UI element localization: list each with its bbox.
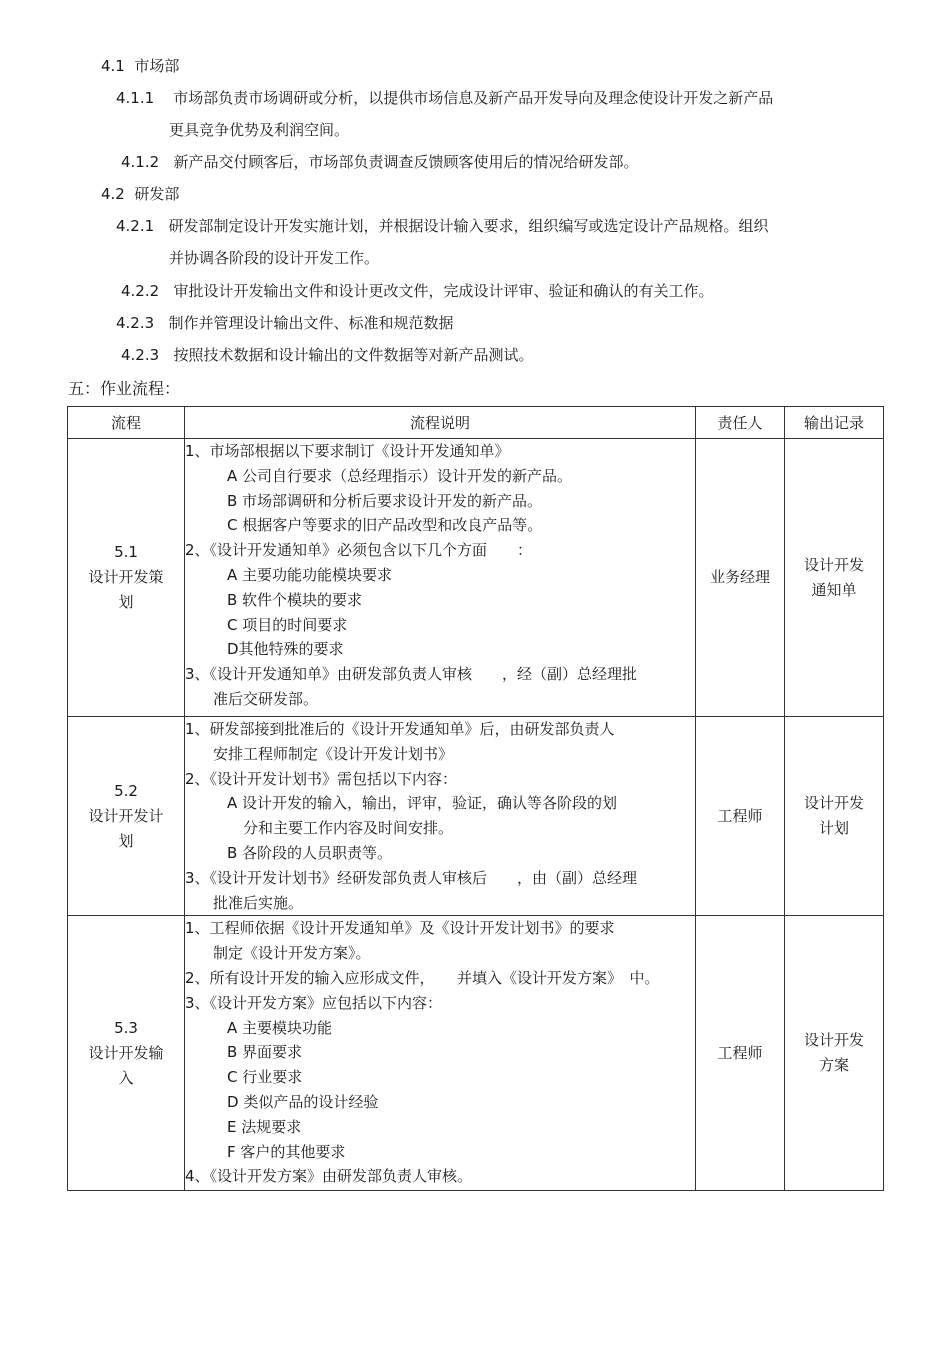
step-cell <box>68 439 185 717</box>
header-record: 输出记录 <box>785 407 884 439</box>
record-line: 通知单 <box>811 580 857 599</box>
owner-cell: 业务经理 <box>696 439 785 717</box>
step-cell <box>68 916 185 1191</box>
section-number: 4.2.2 <box>121 282 160 300</box>
desc-line: A 设计开发的输入，输出，评审，验证，确认等各阶段的划 <box>227 794 618 813</box>
description-cell <box>185 717 696 916</box>
step-name: 设计开发输 <box>88 1043 164 1062</box>
desc-line: B 市场部调研和分析后要求设计开发的新产品。 <box>227 491 543 510</box>
step-cell <box>68 717 185 916</box>
section-number: 4.1 <box>101 57 125 75</box>
desc-line: A 公司自行要求（总经理指示）设计开发的新产品。 <box>227 466 573 485</box>
header-owner: 责任人 <box>696 407 785 439</box>
owner-cell: 工程师 <box>696 916 785 1191</box>
step-name-cont: 划 <box>118 831 134 850</box>
desc-line: 安排工程师制定《设计开发计划书》 <box>213 744 454 763</box>
section-number: 4.2.3 <box>116 314 155 332</box>
section-5-title: 五：作业流程： <box>68 379 181 398</box>
table-header-row <box>68 407 884 439</box>
step-name: 设计开发策 <box>88 568 164 586</box>
section-heading: 研发部 <box>134 185 180 203</box>
owner-cell: 工程师 <box>696 717 785 916</box>
desc-line: B 界面要求 <box>227 1043 303 1062</box>
desc-line: B 软件个模块的要求 <box>227 590 363 609</box>
table-row <box>68 916 884 1191</box>
desc-line: 制定《设计开发方案》。 <box>213 944 371 963</box>
desc-line: 准后交研发部。 <box>213 689 319 708</box>
record-cell <box>785 916 884 1191</box>
desc-line: D其他特殊的要求 <box>227 640 344 659</box>
step-name-cont: 入 <box>118 1068 134 1087</box>
desc-line: 2、《设计开发计划书》需包括以下内容： <box>185 769 458 788</box>
record-line: 设计开发 <box>803 794 864 813</box>
table-row <box>68 717 884 916</box>
record-line: 设计开发 <box>803 555 864 574</box>
desc-line: C 根据客户等要求的旧产品改型和改良产品等。 <box>227 516 543 535</box>
desc-line: 4、《设计开发方案》由研发部负责人审核。 <box>185 1167 473 1186</box>
section-4-2 <box>101 184 179 204</box>
section-4-1-1 <box>116 88 773 108</box>
section-heading: 市场部 <box>134 57 180 75</box>
table-row <box>68 439 884 717</box>
desc-line: 分和主要工作内容及时间安排。 <box>243 819 454 838</box>
header-step: 流程 <box>68 407 185 439</box>
section-4-2-1 <box>116 216 769 236</box>
section-4-1-2 <box>121 152 639 172</box>
section-4-2-1-continuation: 并协调各阶段的设计开发工作。 <box>169 249 380 267</box>
section-4-2-3-a <box>116 313 454 333</box>
section-number: 4.2 <box>101 185 125 203</box>
step-name: 设计开发计 <box>88 806 164 825</box>
desc-line: 3、《设计开发计划书》经研发部负责人审核后 ，由（副）总经理 <box>185 868 638 887</box>
section-text: 制作并管理设计输出文件、标准和规范数据 <box>168 314 454 332</box>
step-name-cont: 划 <box>118 593 134 611</box>
section-4-2-2 <box>121 281 714 301</box>
step-number: 5.2 <box>114 781 138 800</box>
desc-line: D 类似产品的设计经验 <box>227 1092 379 1111</box>
desc-line: 批准后实施。 <box>213 893 304 912</box>
record-line: 计划 <box>818 819 849 838</box>
desc-line: 1、工程师依据《设计开发通知单》及《设计开发计划书》的要求 <box>185 919 615 938</box>
step-number: 5.1 <box>114 543 138 561</box>
section-text: 按照技术数据和设计输出的文件数据等对新产品测试。 <box>173 346 534 364</box>
desc-line: 2、《设计开发通知单》必须包含以下几个方面 ： <box>185 541 533 560</box>
header-description: 流程说明 <box>185 407 696 439</box>
desc-line: C 项目的时间要求 <box>227 615 348 634</box>
section-number: 4.1.2 <box>121 153 160 171</box>
desc-line: 1、市场部根据以下要求制订《设计开发通知单》 <box>185 442 510 460</box>
description-cell <box>185 439 696 717</box>
section-text: 研发部制定设计开发实施计划，并根据设计输入要求，组织编写或选定设计产品规格。组织 <box>168 217 769 235</box>
section-4-2-3-b <box>121 345 534 365</box>
desc-line: E 法规要求 <box>227 1117 302 1136</box>
workflow-table <box>67 406 884 1191</box>
desc-line: B 各阶段的人员职责等。 <box>227 843 393 862</box>
section-4-1-1-continuation: 更具竞争优势及利润空间。 <box>169 121 350 139</box>
desc-line: A 主要模块功能 <box>227 1018 333 1037</box>
description-cell <box>185 916 696 1191</box>
record-cell <box>785 717 884 916</box>
section-text: 市场部负责市场调研或分析，以提供市场信息及新产品开发导向及理念使设计开发之新产品 <box>173 89 774 107</box>
section-4-1 <box>101 56 179 76</box>
desc-line: 3、《设计开发通知单》由研发部负责人审核 ，经（副）总经理批 <box>185 665 638 684</box>
record-cell <box>785 439 884 717</box>
desc-line: 3、《设计开发方案》应包括以下内容： <box>185 993 443 1012</box>
desc-line: C 行业要求 <box>227 1068 303 1087</box>
desc-line: F 客户的其他要求 <box>227 1142 346 1161</box>
section-text: 审批设计开发输出文件和设计更改文件，完成设计评审、验证和确认的有关工作。 <box>173 282 714 300</box>
section-number: 4.1.1 <box>116 89 155 107</box>
desc-line: 2、所有设计开发的输入应形成文件， 并填入《设计开发方案》 中。 <box>185 968 660 987</box>
desc-line: A 主要功能功能模块要求 <box>227 565 393 584</box>
step-number: 5.3 <box>114 1018 138 1037</box>
section-text: 新产品交付顾客后，市场部负责调查反馈顾客使用后的情况给研发部。 <box>173 153 639 171</box>
section-number: 4.2.3 <box>121 346 160 364</box>
record-line: 方案 <box>818 1056 849 1075</box>
desc-line: 1、研发部接到批准后的《设计开发通知单》后，由研发部负责人 <box>185 720 615 738</box>
section-number: 4.2.1 <box>116 217 155 235</box>
record-line: 设计开发 <box>803 1031 864 1050</box>
